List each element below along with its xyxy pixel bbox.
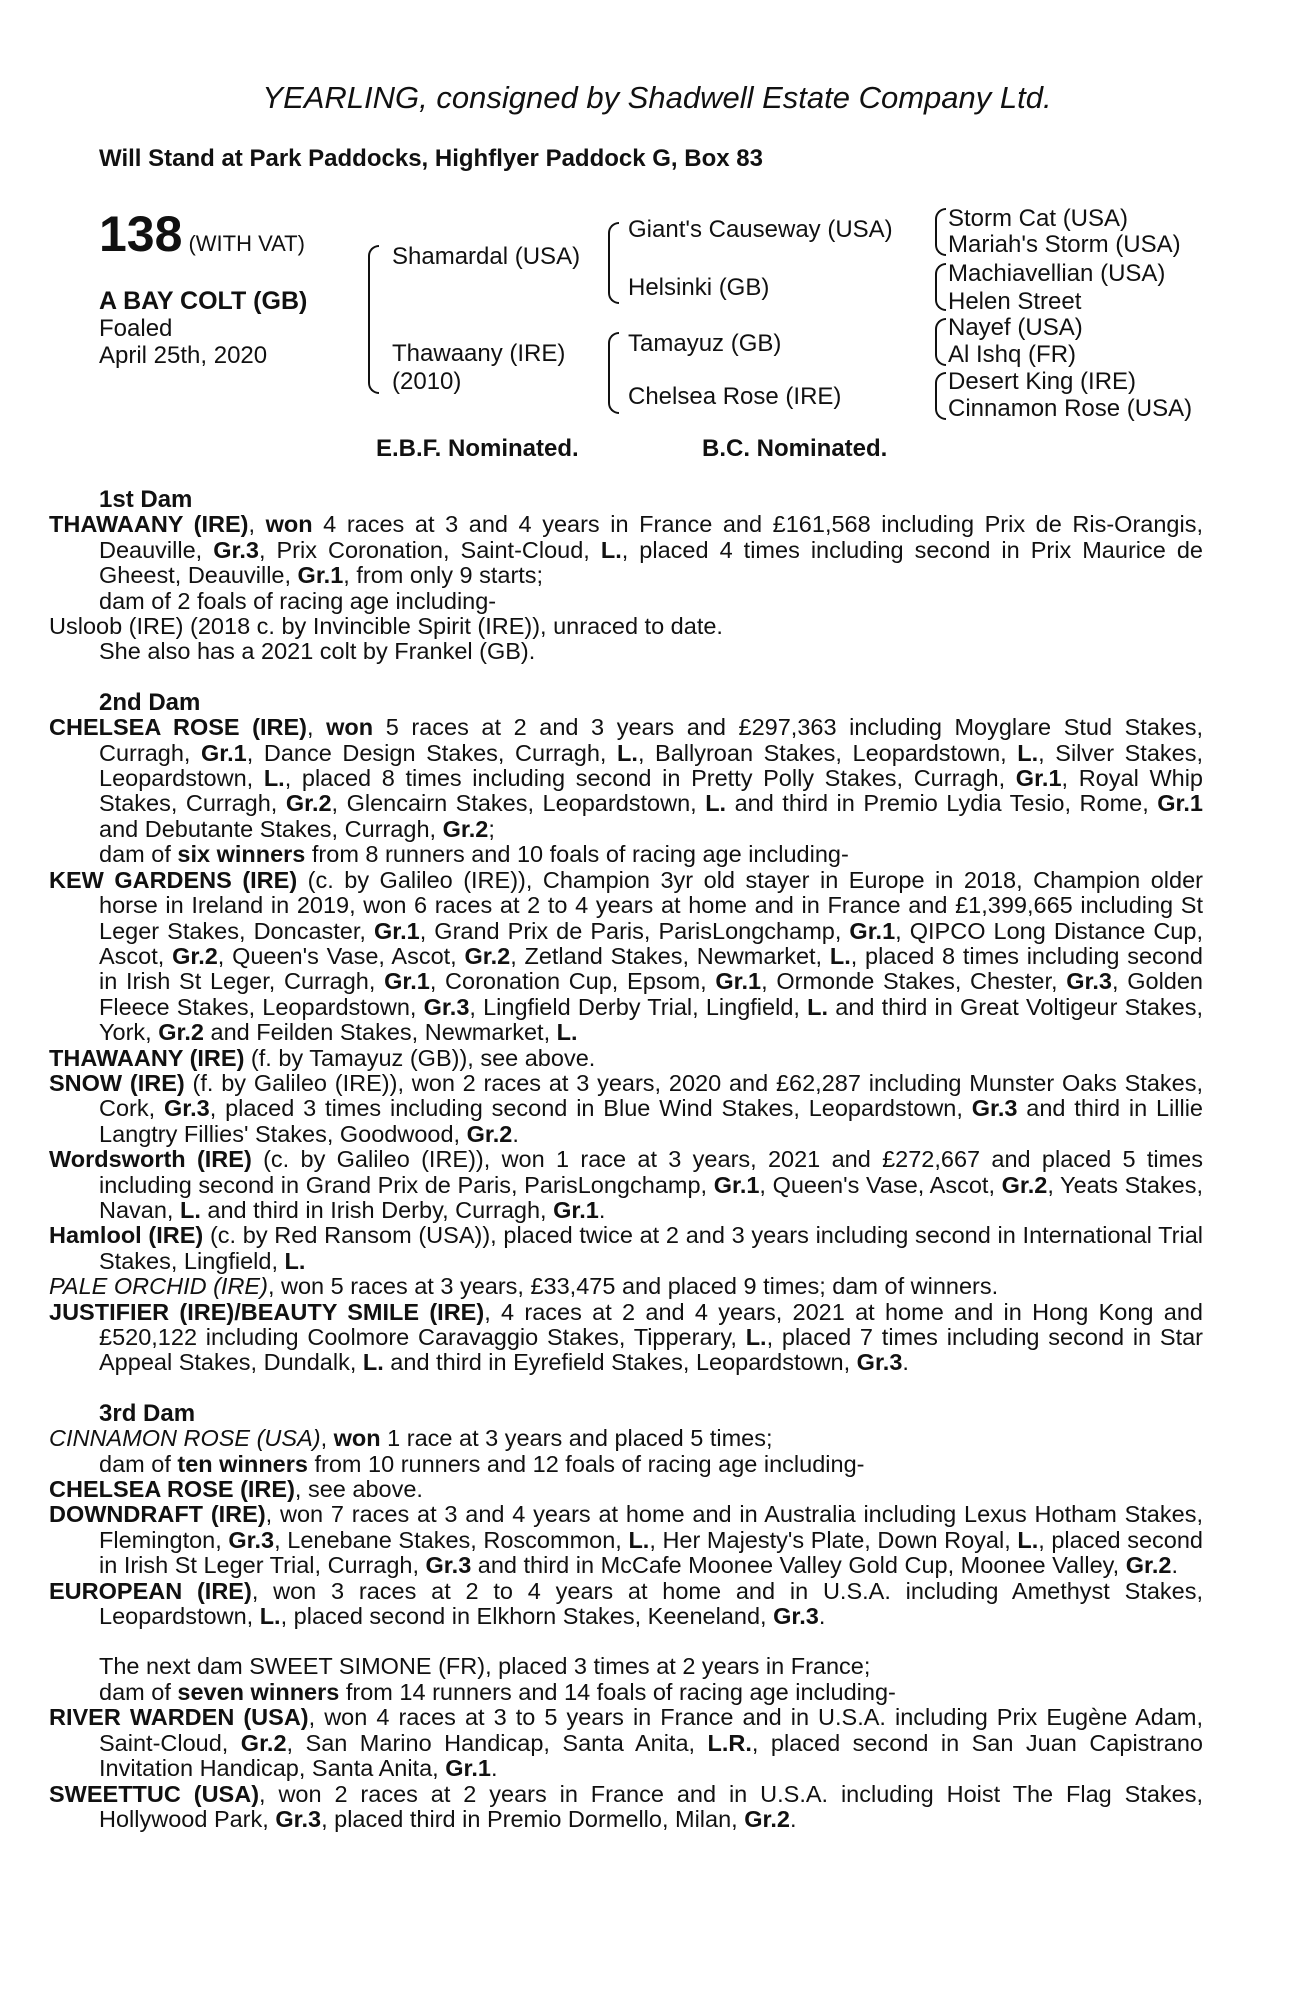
grade: L.	[628, 1526, 650, 1553]
horse-name: Wordsworth (IRE)	[49, 1146, 252, 1173]
horse-name: EUROPEAN (IRE)	[49, 1577, 252, 1604]
grade: Gr.2	[240, 1729, 287, 1756]
pedigree-gg-6: Al Ishq (FR)	[948, 341, 1077, 368]
race-text: (c. by Red Ransom (USA)), placed twice at 2 and 3 years including second in International Trial Stakes, Lingfield,	[99, 1222, 1203, 1274]
grade: Gr.2	[158, 1019, 204, 1046]
foaled-date: April 25th, 2020	[99, 342, 268, 369]
pedigree-dam-year: (2010)	[392, 368, 462, 395]
race-text: , Prix Coronation, Saint-Cloud,	[258, 536, 601, 563]
third-dam-foals	[99, 1452, 1203, 1477]
won-label: won	[265, 511, 313, 538]
grade: Gr.1	[553, 1196, 599, 1223]
grade: Gr.3	[971, 1095, 1018, 1122]
pedigree-brace	[368, 245, 379, 394]
produce-entry	[49, 1476, 1203, 1503]
grade: Gr.1	[201, 739, 247, 766]
pedigree-sire-dam: Helsinki (GB)	[628, 274, 770, 301]
pedigree-sire-sire: Giant's Causeway (USA)	[628, 216, 893, 243]
race-text: , won 2 races at 2 years in France and in U.S.A. including Hoist The Flag Stakes, Hollywood Park,	[99, 1780, 1203, 1832]
race-text: .	[789, 1805, 797, 1832]
race-text: , placed 4 times including second in Prix Maurice de Gheest, Deauville,	[99, 536, 1203, 589]
race-text: , placed second in San Juan Capistrano Invitation Handicap, Santa Anita,	[99, 1729, 1203, 1782]
grade: L.	[745, 1324, 767, 1350]
produce-entry	[49, 1044, 1203, 1071]
produce-entry	[49, 1780, 1203, 1833]
horse-name: SWEETTUC (USA)	[49, 1780, 260, 1807]
grade: L.	[1017, 739, 1039, 766]
race-text: , Her Majesty's Plate, Down Royal,	[649, 1526, 1018, 1553]
pedigree-gg-7: Desert King (IRE)	[948, 368, 1137, 395]
pedigree-dam: Thawaany (IRE)	[392, 340, 566, 367]
stand-location: Will Stand at Park Paddocks, Highflyer Paddock G, Box 83	[99, 145, 763, 172]
grade: Gr.1	[373, 917, 420, 944]
grade: Gr.3	[773, 1603, 819, 1630]
produce-entry	[49, 1501, 1203, 1579]
pedigree-gg-1: Storm Cat (USA)	[948, 205, 1129, 232]
race-text: , Ballyroan Stakes, Leopardstown,	[637, 739, 1018, 766]
pedigree-sire: Shamardal (USA)	[392, 243, 581, 270]
race-text: , placed 7 times including second in Star Appeal Stakes, Dundalk,	[99, 1324, 1204, 1376]
race-text: (f. by Galileo (IRE)), won 2 races at 3 years, 2020 and £62,287 including Munster Oaks Stakes, Cork,	[99, 1069, 1203, 1122]
race-text: and third in Premio Lydia Tesio, Rome,	[726, 790, 1158, 817]
race-text: and third in Eyrefield Stakes, Leopardstown,	[383, 1349, 857, 1376]
pedigree-dam-dam: Chelsea Rose (IRE)	[628, 383, 842, 410]
race-text: and third in McCafe Moonee Valley Gold Cup, Moonee Valley,	[471, 1552, 1126, 1579]
horse-name: Hamlool (IRE)	[49, 1222, 204, 1249]
grade: Gr.3	[856, 1349, 903, 1376]
race-text: , Golden Fleece Stakes, Leopardstown,	[99, 968, 1203, 1020]
race-text: , placed 8 times including second in Irish St Leger, Curragh,	[99, 942, 1204, 995]
grade: L.	[284, 1247, 306, 1274]
race-text: , see above.	[294, 1476, 423, 1503]
grade: L.	[180, 1196, 201, 1223]
race-text: and third in Great Voltigeur Stakes, York,	[99, 993, 1203, 1046]
race-text: 1 race at 3 years and placed 5 times;	[380, 1425, 773, 1452]
race-text: .	[512, 1120, 519, 1147]
produce-entry	[49, 1146, 1204, 1223]
grade: Gr.3	[213, 536, 259, 563]
horse-name: JUSTIFIER (IRE)/BEAUTY SMILE (IRE)	[49, 1298, 485, 1325]
produce-entry	[49, 1069, 1203, 1147]
won-label: won	[326, 714, 374, 741]
pedigree-gg-5: Nayef (USA)	[948, 314, 1083, 341]
race-text: (f. by Tamayuz (GB)), see above.	[244, 1044, 596, 1071]
race-text: dam of	[99, 841, 178, 868]
race-text: from 10 runners and 12 foals of racing age including-	[307, 1450, 865, 1477]
grade: L.	[259, 1603, 281, 1630]
horse-name: SNOW (IRE)	[49, 1069, 185, 1096]
grade: Gr.2	[466, 1120, 513, 1147]
race-text: , Yeats Stakes, Navan,	[99, 1171, 1203, 1223]
won-label: won	[333, 1425, 381, 1452]
grade: L.	[556, 1019, 578, 1046]
race-text: , Glencairn Stakes, Leopardstown,	[331, 790, 706, 817]
second-dam-foals	[99, 842, 1203, 867]
grade: Gr.3	[163, 1095, 210, 1122]
grade: Gr.2	[464, 942, 511, 969]
winners-count: seven winners	[177, 1678, 340, 1705]
bc-nomination: B.C. Nominated.	[702, 435, 888, 462]
produce-record	[49, 486, 1204, 1832]
lot-header	[99, 205, 305, 263]
horse-name: CHELSEA ROSE (IRE)	[49, 714, 308, 741]
page-title: YEARLING, consigned by Shadwell Estate Company Ltd.	[262, 80, 1052, 115]
grade: Gr.2	[1001, 1171, 1048, 1198]
race-text: , placed second in Irish St Leger Trial, Curragh,	[99, 1526, 1203, 1579]
race-text: , won 7 races at 3 and 4 years at home and in Australia including Lexus Hotham Stakes, Flemington,	[99, 1501, 1203, 1553]
produce-entry	[49, 1577, 1204, 1630]
grade: Gr.1	[715, 968, 762, 995]
grade: Gr.1	[445, 1755, 491, 1782]
second-dam-heading: 2nd Dam	[99, 688, 201, 716]
horse-name: DOWNDRAFT (IRE)	[49, 1501, 266, 1528]
grade: Gr.2	[442, 815, 489, 842]
produce-entry	[49, 1704, 1204, 1782]
pedigree-gg-3: Machiavellian (USA)	[948, 260, 1166, 287]
horse-name: RIVER WARDEN (USA)	[49, 1704, 309, 1731]
race-text: .	[902, 1349, 909, 1376]
pedigree-brace	[935, 263, 946, 311]
winners-count: ten winners	[177, 1450, 308, 1477]
pedigree-brace	[935, 372, 946, 420]
race-text: , placed 3 times including second in Blue Wind Stakes, Leopardstown,	[209, 1095, 972, 1122]
race-text: , from only 9 starts;	[343, 562, 544, 589]
horse-name: CINNAMON ROSE (USA)	[49, 1425, 321, 1452]
first-dam-note: She also has a 2021 colt by Frankel (GB).	[99, 638, 536, 665]
grade: Gr.2	[744, 1805, 790, 1832]
race-text: dam of	[99, 1450, 178, 1477]
next-dam-entry: The next dam SWEET SIMONE (FR), placed 3 times at 2 years in France;	[99, 1653, 871, 1680]
section-gap	[99, 1376, 1203, 1401]
race-text: , placed second in Elkhorn Stakes, Keeneland,	[280, 1603, 774, 1630]
grade: Gr.2	[172, 942, 218, 969]
race-text: dam of	[99, 1678, 178, 1705]
grade: Gr.1	[849, 917, 896, 944]
ebf-nomination: E.B.F. Nominated.	[376, 435, 579, 462]
pedigree-brace	[935, 318, 946, 366]
grade: L.	[600, 536, 622, 563]
pedigree-gg-2: Mariah's Storm (USA)	[948, 231, 1181, 258]
horse-name: THAWAANY (IRE)	[49, 511, 249, 538]
first-dam-foals: dam of 2 foals of racing age including-	[99, 587, 497, 614]
pedigree-gg-8: Cinnamon Rose (USA)	[948, 395, 1193, 422]
race-text: from 8 runners and 10 foals of racing age including-	[305, 841, 849, 868]
section-gap	[99, 665, 1203, 690]
race-text: , Dance Design Stakes, Curragh,	[246, 739, 618, 766]
race-text: from 14 runners and 14 foals of racing age including-	[339, 1678, 896, 1705]
race-text: (c. by Galileo (IRE)), won 1 race at 3 years, 2021 and £272,667 and placed 5 times including second in Grand Prix de Paris, ParisLongchamp,	[99, 1146, 1204, 1198]
race-text: , QIPCO Long Distance Cup, Ascot,	[99, 917, 1203, 969]
race-text: 4 races at 3 and 4 years in France and £161,568 including Prix de Ris-Orangis, Deauville,	[99, 511, 1203, 563]
third-dam-entry	[49, 1425, 1203, 1452]
grade: L.	[263, 765, 285, 792]
race-text: , San Marino Handicap, Santa Anita,	[286, 1729, 708, 1756]
grade: L.	[617, 739, 638, 766]
grade: Gr.1	[297, 562, 344, 589]
race-text: , Royal Whip Stakes, Curragh,	[99, 765, 1203, 817]
race-text: , Queen's Vase, Ascot,	[759, 1171, 1002, 1198]
vat-label: (WITH VAT)	[188, 231, 305, 256]
race-text: , 4 races at 2 and 4 years, 2021 at home and in Hong Kong and £520,122 including Coolmore Caravaggio Stakes, Tipperary,	[99, 1298, 1203, 1350]
horse-description: A BAY COLT (GB)	[99, 287, 308, 315]
race-text: and third in Irish Derby, Curragh,	[200, 1196, 554, 1223]
race-text: .	[1171, 1552, 1178, 1579]
horse-name: THAWAANY (IRE)	[49, 1044, 245, 1071]
grade: Gr.3	[1066, 968, 1112, 995]
grade: Gr.1	[1157, 790, 1203, 817]
pedigree-brace	[608, 332, 619, 414]
third-dam-heading: 3rd Dam	[99, 1399, 196, 1427]
produce-entry	[49, 1273, 1203, 1300]
race-text: and Debutante Stakes, Curragh,	[99, 815, 443, 842]
first-dam-produce: Usloob (IRE) (2018 c. by Invincible Spirit (IRE)), unraced to date.	[49, 613, 723, 640]
race-text: , Grand Prix de Paris, ParisLongchamp,	[419, 917, 850, 944]
grade: Gr.1	[384, 968, 430, 995]
race-text: , won 5 races at 3 years, £33,475 and placed 9 times; dam of winners.	[267, 1273, 999, 1300]
race-text: .	[598, 1196, 606, 1223]
lot-number: 138	[99, 206, 183, 262]
second-dam-entry: CHELSEA ROSE (IRE), won 5 races at 2 and 3 years and £297,363 including Moyglare Stud Stakes, Curragh, Gr.1, Dance Design Stakes, Curragh, L., Ballyroan Stakes, Leopardstown, L., Silver Stakes, Leopardstown, L., placed 8 times including second in Pretty Polly Stakes, Curragh, Gr.1, Royal Whip Stakes, Curragh, Gr.2, Glencairn Stakes, Leopardstown, L. and third in Premio Lydia Tesio, Rome, Gr.1 and Debutante Stakes, Curragh, Gr.2;	[49, 714, 1203, 842]
winners-count: six winners	[177, 841, 306, 868]
horse-name: KEW GARDENS (IRE)	[49, 866, 298, 893]
next-dam-foals	[99, 1680, 1203, 1705]
horse-name: CHELSEA ROSE (IRE)	[49, 1476, 295, 1503]
first-dam-entry: THAWAANY (IRE), won 4 races at 3 and 4 years in France and £161,568 including Prix de Ris-Orangis, Deauville, Gr.3, Prix Coronation, Saint-Cloud, L., placed 4 times including second in Prix Maurice de Gheest, Deauville, Gr.1, from only 9 starts;	[49, 511, 1203, 589]
produce-entry	[49, 1298, 1204, 1376]
race-text: , Lingfield Derby Trial, Lingfield,	[469, 993, 808, 1020]
race-text: ;	[488, 815, 495, 842]
section-gap	[99, 1629, 1203, 1654]
race-text: , placed third in Premio Dormello, Milan,	[321, 1805, 745, 1832]
race-text: .	[818, 1603, 826, 1630]
grade: L.R.	[707, 1729, 752, 1756]
race-text: , Ormonde Stakes, Chester,	[761, 968, 1067, 995]
foaled-label: Foaled	[99, 315, 173, 342]
produce-entry	[49, 866, 1204, 1046]
race-text: and Feilden Stakes, Newmarket,	[203, 1019, 557, 1046]
race-text: , Lenebane Stakes, Roscommon,	[274, 1526, 629, 1553]
first-dam-heading: 1st Dam	[99, 486, 193, 513]
race-text: , Zetland Stakes, Newmarket,	[510, 942, 830, 969]
race-text: , Coronation Cup, Epsom,	[429, 968, 716, 995]
grade: Gr.3	[275, 1805, 322, 1832]
grade: L.	[807, 993, 829, 1020]
foaled-info	[99, 315, 267, 369]
grade: L.	[705, 790, 727, 817]
race-text: (c. by Galileo (IRE)), Champion 3yr old stayer in Europe in 2018, Champion older horse in Ireland in 2019, won 6 races at 2 to 4 years at home and in France and £1,399,665 including St Leger Stakes, Doncaster,	[99, 866, 1203, 944]
grade: Gr.2	[1125, 1552, 1172, 1579]
race-text: , placed 8 times including second in Pretty Polly Stakes, Curragh,	[284, 765, 1016, 792]
grade: Gr.1	[1015, 765, 1062, 792]
race-text: , Silver Stakes, Leopardstown,	[99, 739, 1203, 792]
race-text: , Queen's Vase, Ascot,	[217, 942, 465, 969]
grade: Gr.2	[285, 790, 332, 817]
race-text: .	[490, 1755, 498, 1782]
pedigree-brace	[935, 208, 946, 256]
race-text: , won 3 races at 2 to 4 years at home and in U.S.A. including Amethyst Stakes, Leopardstown,	[99, 1577, 1204, 1630]
produce-entry	[49, 1222, 1203, 1274]
pedigree-brace	[608, 222, 619, 304]
grade: Gr.3	[425, 1552, 472, 1579]
race-text: , won 4 races at 3 to 5 years in France and in U.S.A. including Prix Eugène Adam, Saint-Cloud,	[99, 1704, 1204, 1756]
race-text: ,	[320, 1425, 334, 1452]
grade: Gr.3	[423, 993, 470, 1020]
grade: L.	[829, 942, 851, 969]
race-text: and third in Lillie Langtry Fillies' Stakes, Goodwood,	[99, 1095, 1203, 1147]
pedigree-dam-sire: Tamayuz (GB)	[628, 330, 782, 357]
grade: Gr.3	[228, 1526, 275, 1553]
grade: L.	[1017, 1526, 1039, 1553]
horse-name: PALE ORCHID (IRE)	[49, 1273, 268, 1300]
race-text: 5 races at 2 and 3 years and £297,363 including Moyglare Stud Stakes, Curragh,	[99, 714, 1203, 766]
pedigree-gg-4: Helen Street	[948, 288, 1082, 315]
grade: L.	[362, 1349, 384, 1376]
grade: Gr.1	[713, 1171, 760, 1198]
